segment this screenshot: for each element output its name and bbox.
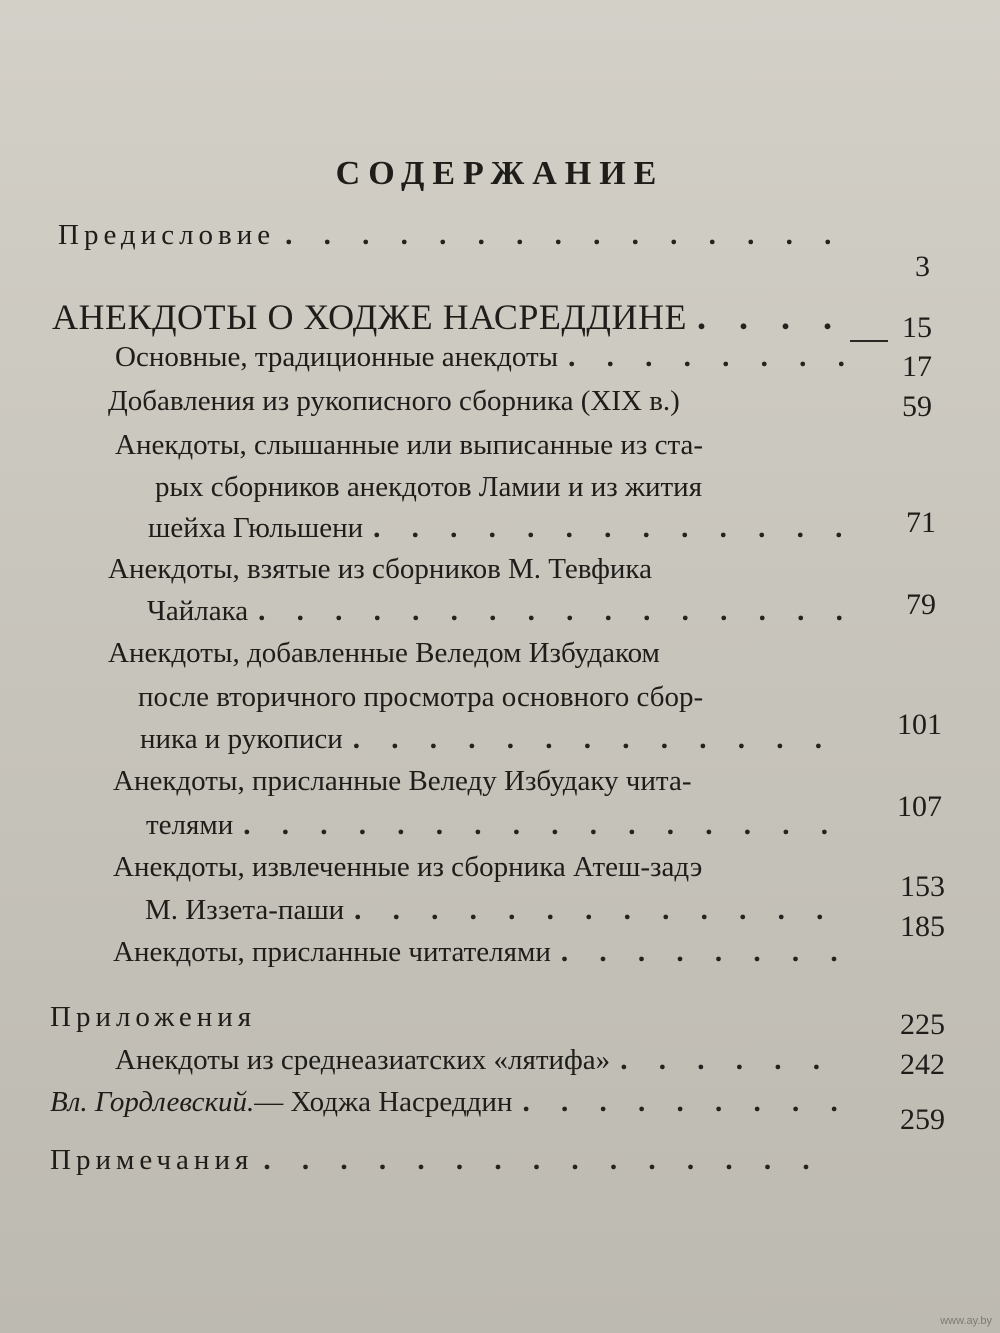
toc-entry [115,1035,860,1075]
toc-entry-line [113,756,853,796]
page-title: СОДЕРЖАНИЕ [335,155,665,192]
entry-title: Чайлака [147,595,249,627]
toc-entry-line [113,842,858,882]
toc-entry-line [115,420,845,460]
entry-title: шейха Гюльшени [148,512,364,544]
leader-dots [620,1046,852,1075]
toc-entry-line [155,462,850,502]
toc-section-heading [52,295,842,335]
toc-entry-line [108,544,848,584]
entry-title: Основные, традиционные анекдоты [115,341,559,373]
page-number: 185 [900,910,945,943]
page-number: 107 [897,790,942,823]
leader-dots [353,725,842,754]
entry-title: Анекдоты, добавленные Веледом Избудаком [108,637,660,669]
toc-entry-line [147,586,857,626]
leader-dots [568,343,847,372]
leader-dots [697,299,834,335]
leader-dots [258,597,849,626]
entry-title: АНЕКДОТЫ О ХОДЖЕ НАСРЕДДИНЕ [52,297,687,337]
page-number: 153 [900,870,945,903]
page-number: 79 [906,588,936,621]
page-number: 101 [897,708,942,741]
entry-title: Анекдоты, взятые из сборников М. Тевфика [108,553,652,585]
entry-title: Предисловие [58,219,276,251]
entry-title: Анекдоты, слышанные или выписанные из ста- [115,429,704,461]
page-number: 242 [900,1048,945,1081]
page-number: 259 [900,1103,945,1136]
entry-title: Анекдоты, присланные Веледу Избудаку чита- [113,765,692,797]
entry-title: рых сборников анекдотов Ламии и из жития [155,471,703,503]
leader-dots [354,896,847,925]
entry-author: Вл. Гордлевский. [50,1086,255,1118]
page-number: 17 [902,350,932,383]
toc-entry [108,376,848,416]
page-number: 15 [902,311,932,344]
toc-entry [115,332,855,372]
toc-entry-line [146,800,856,840]
toc-entry-line [148,503,858,543]
leader-dots [285,221,840,250]
entry-title: Добавления из рукописного сборника (XIX в.) [108,385,680,417]
leader-dots [373,514,850,543]
toc-entry-line [140,714,850,754]
entry-title: Примечания [50,1144,254,1176]
entry-title: Анекдоты из среднеазиатских «лятифа» [115,1044,611,1076]
toc-entry-line [138,672,848,712]
entry-title: ника и рукописи [140,723,343,755]
toc-entry-line [108,628,848,668]
leader-dots [263,1146,842,1175]
page-number: 59 [902,390,932,423]
page-number: 3 [915,250,930,283]
entry-title: Анекдоты, извлеченные из сборника Атеш-задэ [113,851,703,883]
toc-entry-line [145,885,855,925]
toc-entry-essay [50,1077,860,1117]
page-number: 225 [900,1008,945,1041]
leader-dots [522,1088,852,1117]
toc-entry-notes [50,1135,850,1175]
pencil-mark [850,340,888,342]
entry-title: Анекдоты, присланные читателями [113,936,551,968]
entry-title: телями [146,809,234,841]
toc-entry-appendix [50,992,350,1032]
entry-title: М. Иззета-паши [145,894,345,926]
leader-dots [243,811,848,840]
entry-title: после вторичного просмотра основного сбор- [138,681,704,713]
toc-entry [113,927,858,967]
entry-title: — Ходжа Насреддин [254,1086,513,1118]
leader-dots [561,938,850,967]
toc-entry-preface [58,210,848,250]
watermark: www.ay.by [940,1315,992,1327]
entry-title: Приложения [50,1001,257,1033]
page-number: 71 [906,506,936,539]
